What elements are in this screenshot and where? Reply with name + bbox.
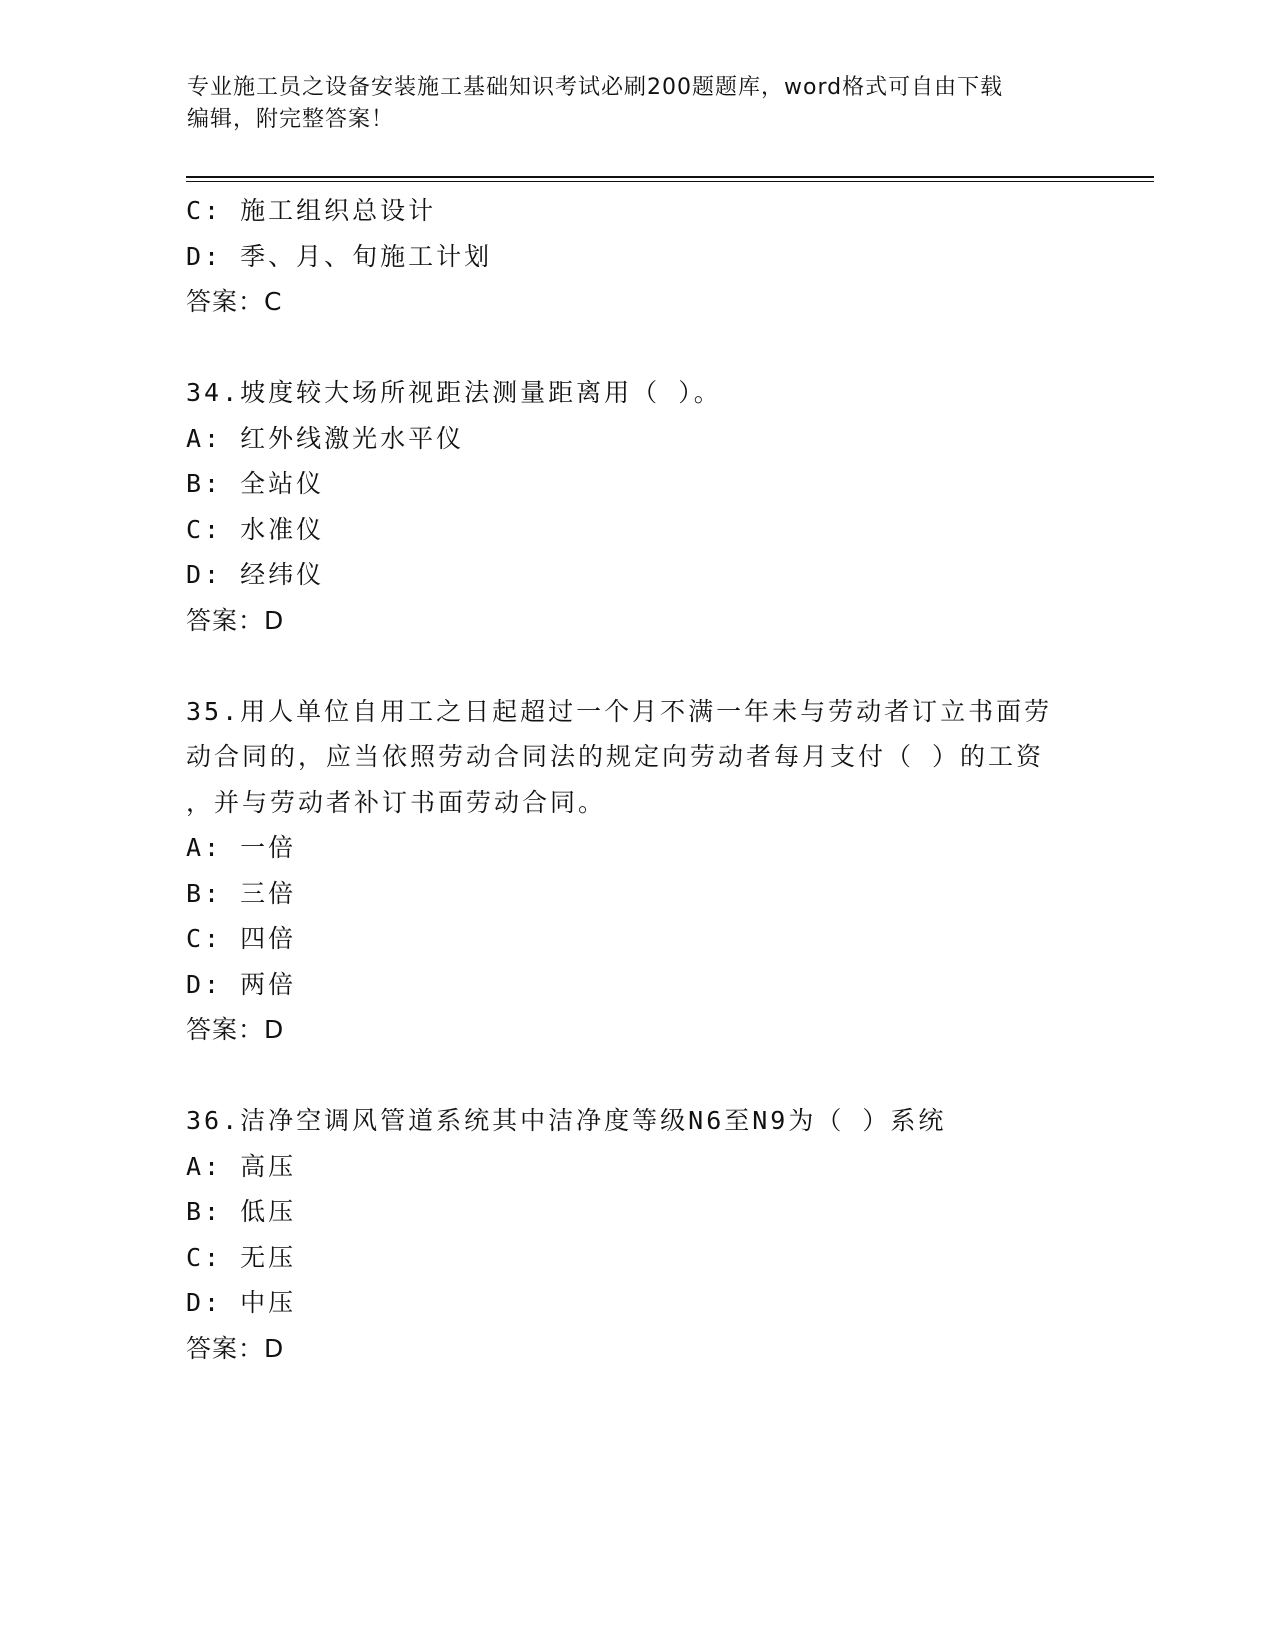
- question-stem: 34.坡度较大场所视距法测量距离用（ ）。: [186, 378, 722, 407]
- option-b: B: 三倍: [186, 878, 297, 908]
- header-rule-thin: [186, 181, 1154, 182]
- spacer: [186, 325, 1086, 371]
- answer-line: 答案：D: [186, 605, 285, 635]
- option-a: A: 红外线激光水平仪: [186, 423, 465, 453]
- question-stem: 36.洁净空调风管道系统其中洁净度等级N6至N9为（ ）系统: [186, 1106, 947, 1135]
- spacer: [186, 1053, 1086, 1099]
- option-c: C: 施工组织总设计: [186, 196, 437, 225]
- option-d: D: 中压: [186, 1288, 297, 1317]
- answer-line: 答案：C: [186, 287, 283, 316]
- question-block-prev: [186, 188, 1086, 325]
- question-block-34: [186, 370, 1086, 643]
- question-block-35: [186, 689, 1086, 1053]
- header-rule-thick: [186, 176, 1154, 178]
- option-c: C: 四倍: [186, 924, 297, 953]
- question-stem-line-1: 35.用人单位自用工之日起超过一个月不满一年未与劳动者订立书面劳: [186, 696, 1053, 726]
- option-a: A: 一倍: [186, 833, 297, 862]
- option-d: D: 季、月、旬施工计划: [186, 241, 493, 271]
- option-c: C: 水准仪: [186, 514, 325, 544]
- option-c: C: 无压: [186, 1242, 297, 1272]
- document-header: [187, 72, 1067, 136]
- question-stem-line-2: 动合同的，应当依照劳动合同法的规定向劳动者每月支付（ ）的工资: [186, 742, 1045, 771]
- answer-line: 答案：D: [186, 1333, 285, 1363]
- option-d: D: 经纬仪: [186, 560, 325, 589]
- option-a: A: 高压: [186, 1151, 297, 1181]
- header-line-1: 专业施工员之设备安装施工基础知识考试必刷200题题库，word格式可自由下载: [187, 75, 1004, 100]
- question-list: [186, 188, 1086, 1371]
- option-b: B: 低压: [186, 1197, 297, 1226]
- answer-line: 答案：D: [186, 1015, 285, 1044]
- question-stem-line-3: ，并与劳动者补订书面劳动合同。: [186, 787, 607, 817]
- question-block-36: [186, 1098, 1086, 1371]
- option-d: D: 两倍: [186, 969, 297, 999]
- option-b: B: 全站仪: [186, 469, 325, 498]
- header-line-2: 编辑，附完整答案！: [187, 107, 395, 132]
- spacer: [186, 643, 1086, 689]
